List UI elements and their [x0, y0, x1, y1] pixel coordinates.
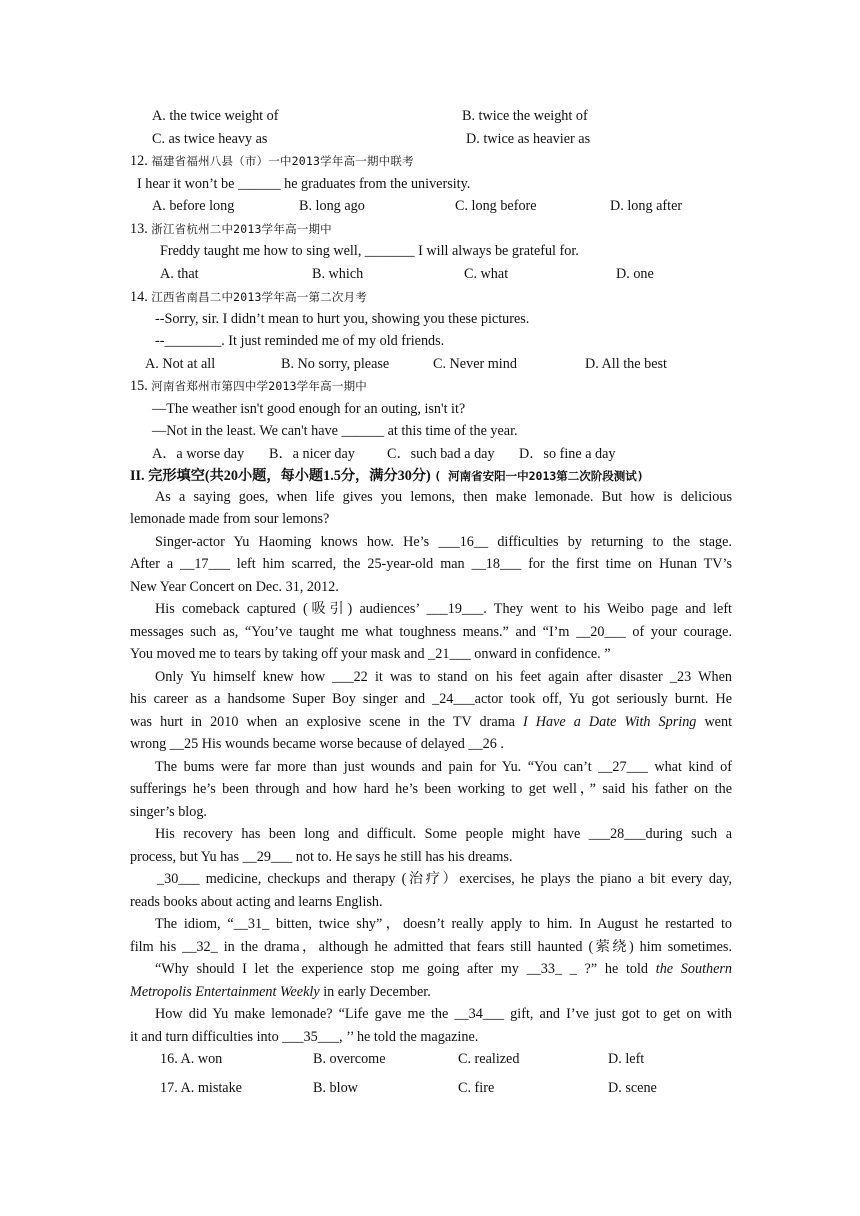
passage-text: went	[704, 714, 733, 730]
q16-option-b: B. overcome	[313, 1051, 386, 1067]
section-heading	[130, 466, 644, 486]
q16-option-d: D. left	[608, 1051, 645, 1067]
passage-line: reads books about acting and learns English.	[130, 894, 383, 910]
passage-line: singer’s blog.	[130, 804, 207, 820]
section-title: II. 完形填空(共20小题，每小题1.5分，满分30分)	[130, 468, 431, 484]
passage-line: messages such as, “You’ve taught me what toughness means.” and “I’m __20___ of your courage.	[130, 624, 732, 640]
passage-line: Singer-actor Yu Haoming knows how. He’s ___16__ difficulties by returning to the stage.	[155, 534, 732, 550]
passage-line	[130, 982, 431, 1002]
passage-line: process, but Yu has __29___ not to. He says he still has his dreams.	[130, 849, 513, 865]
passage-line: As a saying goes, when life gives you lemons, then make lemonade. But how is delicious	[155, 489, 732, 505]
q14-line1: --Sorry, sir. I didn’t mean to hurt you, showing you these pictures.	[155, 311, 530, 327]
q12-option-c: C. long before	[455, 198, 537, 214]
passage-line: lemonade made from sour lemons?	[130, 511, 330, 527]
q11-option-c: C. as twice heavy as	[152, 131, 268, 147]
q11-option-d: D. twice as heavier as	[466, 131, 591, 147]
q14-option-b: B. No sorry, please	[281, 356, 390, 372]
passage-line: it and turn difficulties into ___35___, ’’ he told the magazine.	[130, 1029, 479, 1045]
passage-line: New Year Concert on Dec. 31, 2012.	[130, 579, 339, 595]
q12-stem: I hear it won’t be ______ he graduates from the university.	[137, 176, 471, 192]
q15-option-b: B．a nicer day	[269, 446, 355, 462]
q15-header	[130, 376, 367, 396]
q14-line2: --________. It just reminded me of my old friends.	[155, 333, 445, 349]
passage-line: How did Yu make lemonade? “Life gave me the __34___ gift, and I’ve just got to get on with	[155, 1006, 732, 1022]
passage-line: After a __17___ left him scarred, the 25-year-old man __18___ for the first time on Hunan TV’s	[130, 556, 732, 572]
q13-option-d: D. one	[616, 266, 654, 282]
passage-line: Only Yu himself knew how ___22 it was to stand on his feet again after disaster _23 When	[155, 669, 732, 685]
passage-line	[130, 712, 732, 732]
passage-line: The bums were far more than just wounds and pain for Yu. “You can’t __27___ what kind of	[155, 759, 732, 775]
q11-option-a: A. the twice weight of	[152, 108, 279, 124]
q12-option-a: A. before long	[152, 198, 235, 214]
q15-option-d: D．so fine a day	[519, 446, 616, 462]
q15-option-c: C．such bad a day	[387, 446, 495, 462]
drama-title: I Have a Date With Spring	[523, 714, 697, 730]
q15-line1: —The weather isn't good enough for an outing, isn't it?	[152, 401, 466, 417]
passage-line: His comeback captured (吸引) audiences’ ___19___. They went to his Weibo page and left	[155, 601, 732, 617]
passage-line: film his __32_ in the drama，although he admitted that fears still haunted (萦绕) him sometimes.	[130, 939, 732, 955]
passage-line: his career as a handsome Super Boy singer and _24___actor took off, Yu got seriously burnt. He	[130, 691, 732, 707]
q15-option-a: A．a worse day	[152, 446, 245, 462]
q17-option-b: B. blow	[313, 1080, 358, 1096]
q12-header	[130, 151, 414, 171]
passage-line: You moved me to tears by taking off your mask and _21___ onward in confidence. ”	[130, 646, 611, 662]
q15-line2: —Not in the least. We can't have ______ at this time of the year.	[152, 423, 518, 439]
question-source: 河南省郑州市第四中学2013学年高一期中	[151, 379, 367, 393]
passage-line: sufferings he’s been through and how hard he’s been working to get well，” said his father on the	[130, 781, 732, 797]
q14-option-a: A. Not at all	[145, 356, 216, 372]
passage-line: wrong __25 His wounds became worse because of delayed __26 .	[130, 736, 504, 752]
passage-line	[155, 959, 732, 979]
q14-option-d: D. All the best	[585, 356, 667, 372]
question-number: 15.	[130, 378, 148, 394]
q17-option-d: D. scene	[608, 1080, 657, 1096]
passage-text: “Why should I let the experience stop me going after my __33_ _ ?” he told	[155, 961, 649, 977]
question-number: 13.	[130, 221, 148, 237]
passage-line: The idiom, “__31_ bitten, twice shy”，doesn’t really apply to him. In August he restarted to	[155, 916, 732, 932]
magazine-title: the Southern	[655, 961, 733, 977]
question-source: 福建省福州八县（市）一中2013学年高一期中联考	[151, 154, 414, 168]
passage-text: in early December.	[323, 984, 431, 1000]
q13-header	[130, 219, 332, 239]
q12-option-d: D. long after	[610, 198, 683, 214]
passage-line: _30___ medicine, checkups and therapy (治疗）exercises, he plays the piano a bit every day,	[157, 871, 732, 887]
q16-option-c: C. realized	[458, 1051, 520, 1067]
q13-option-a: A. that	[160, 266, 199, 282]
question-number: 12.	[130, 153, 148, 169]
q17-option-c: C. fire	[458, 1080, 495, 1096]
q13-option-c: C. what	[464, 266, 509, 282]
question-number: 14.	[130, 289, 148, 305]
passage-text: was hurt in 2010 when an explosive scene in the TV drama	[130, 714, 515, 730]
q17-option-a: 17. A. mistake	[160, 1080, 242, 1096]
section-source: ( 河南省安阳一中2013第二次阶段测试)	[434, 469, 644, 483]
question-source: 浙江省杭州二中2013学年高一期中	[151, 222, 332, 236]
passage-line: His recovery has been long and difficult. Some people might have ___28___during such a	[155, 826, 732, 842]
q14-header	[130, 287, 367, 307]
q11-option-b: B. twice the weight of	[462, 108, 588, 124]
q16-option-a: 16. A. won	[160, 1051, 223, 1067]
q13-stem: Freddy taught me how to sing well, _______ I will always be grateful for.	[160, 243, 579, 259]
question-source: 江西省南昌二中2013学年高一第二次月考	[151, 290, 367, 304]
q12-option-b: B. long ago	[299, 198, 365, 214]
q13-option-b: B. which	[312, 266, 364, 282]
magazine-title: Metropolis Entertainment Weekly	[130, 984, 320, 1000]
q14-option-c: C. Never mind	[433, 356, 517, 372]
